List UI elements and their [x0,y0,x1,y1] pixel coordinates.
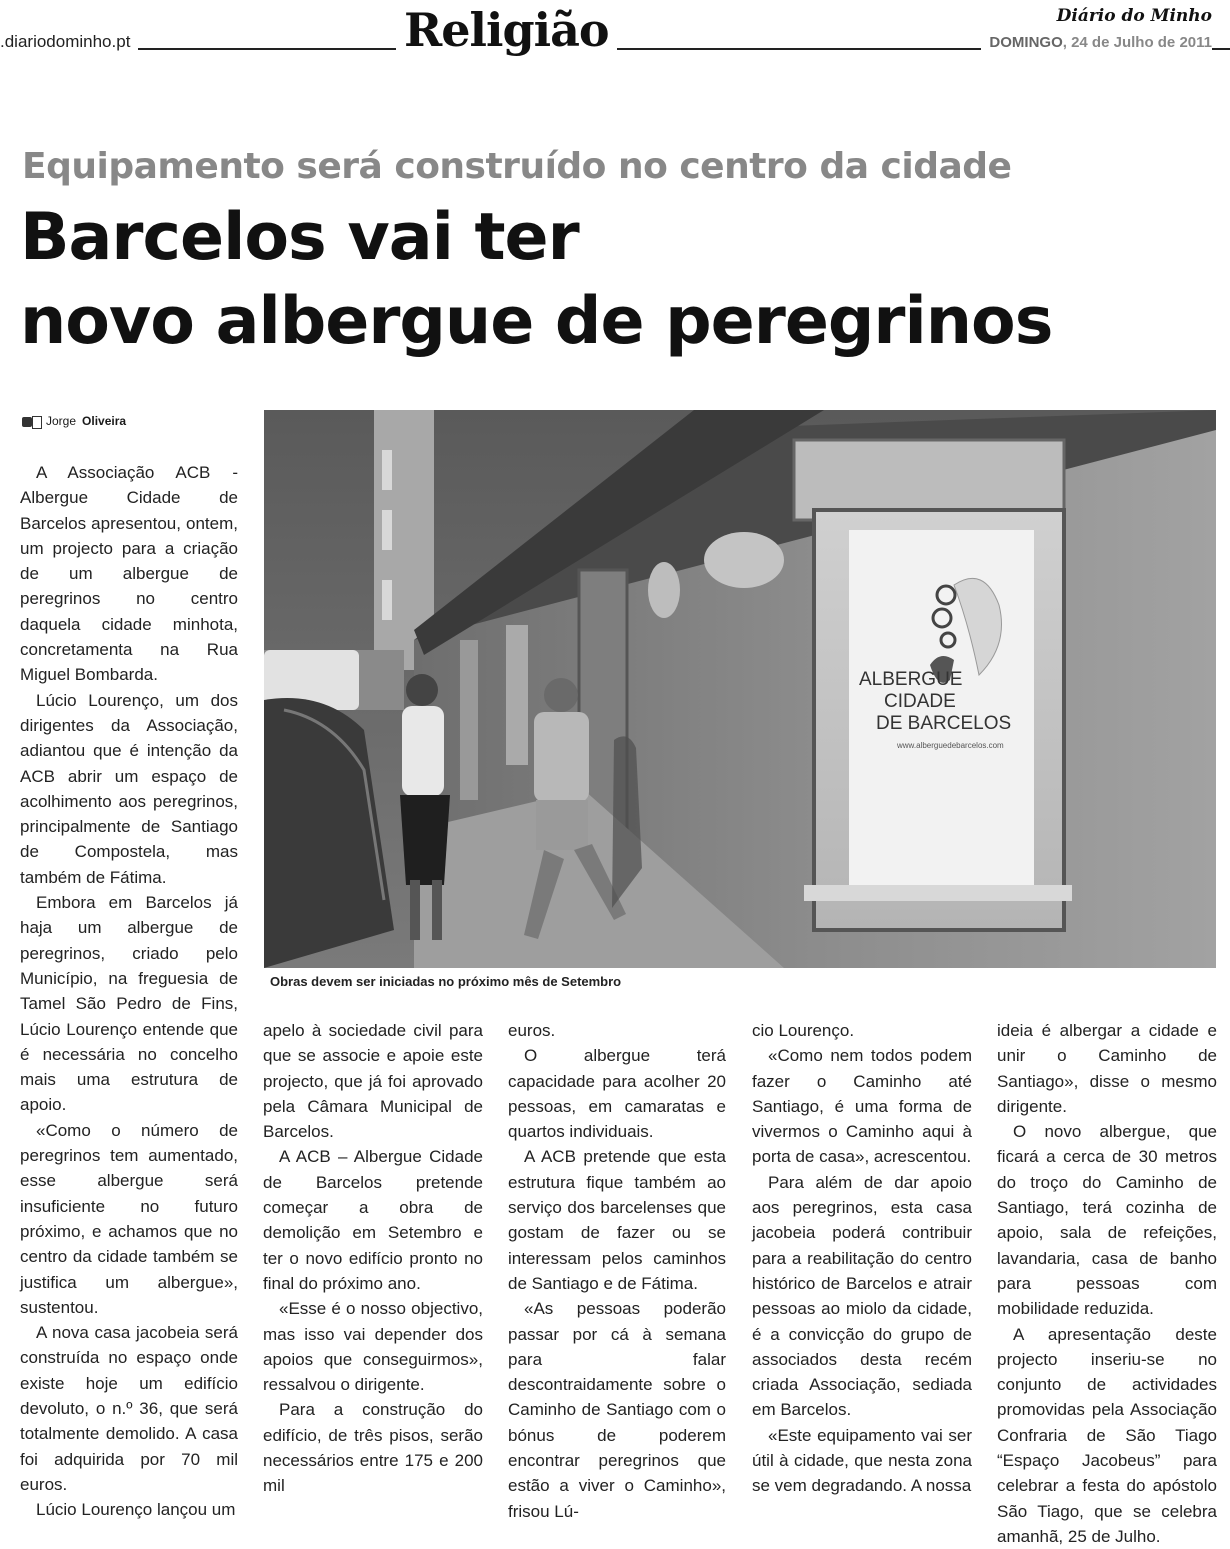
issue-date-text: , 24 de Julho de 2011 [1062,34,1212,51]
photo-illustration [264,410,1216,968]
newspaper-logo: Diário do Minho [1056,6,1212,26]
paragraph-continued: ideia é albergar a cidade e unir o Caminho de Santiago», disse o mesmo dirigente. [997,1021,1217,1116]
paragraph: «Este equipamento vai ser útil à cidade, que nesta zona se vem degradando. A nossa [752,1425,972,1496]
issue-date [981,34,1212,51]
paragraph: «Como o número de peregrinos tem aumentado, esse albergue será insuficiente no futuro próximo, e achamos que no centro da cidade também se justifica um albergue», sustentou. [20,1120,238,1317]
sign-line-3: DE BARCELOS [876,713,1012,734]
paragraph: Embora em Barcelos já haja um albergue de peregrinos, criado pelo Município, na freguesia de Tamel São Pedro de Fins, Lúcio Lourenço entende que é necessária no concelho mais uma estrutura de apoio. [20,893,238,1115]
headline-line-2: novo albergue de peregrinos [20,284,1053,359]
paragraph: A apresentação deste projecto inseriu-se no conjunto de actividades promovidas pela Associação Confraria de São Tiago “Espaço Jacobeus” para celebrar a festa do apóstolo São Tiago, que se celebra amanhã, 25 de Julho. [997,1324,1217,1546]
paragraph: Lúcio Lourenço lançou um [36,1500,236,1520]
sign-url: www.alberguedebarcelos.com [897,741,1004,750]
byline-last-name: Oliveira [82,414,127,428]
sign-line-1: ALBERGUE [859,669,963,690]
website-url[interactable]: .diariodominho.pt [0,32,138,52]
paragraph: A nova casa jacobeia será construída no espaço onde existe hoje um edifício devoluto, o n.º 36, que será totalmente demolido. A casa foi adquirida por 70 mil euros. [20,1323,238,1494]
photo-caption: Obras devem ser iniciadas no próximo mês de Setembro [270,974,622,989]
paragraph-continued: cio Lourenço. [752,1021,855,1040]
masthead [0,0,1230,70]
article-column-4 [752,1018,972,1499]
byline-first-name: Jorge [46,414,77,428]
paragraph-continued: apelo à sociedade civil para que se associe e apoie este projecto, que já foi aprovado pela Câmara Municipal de Barcelos. [263,1021,483,1142]
paragraph: A ACB – Albergue Cidade de Barcelos pretende começar a obra de demolição em Setembro e ter o novo edifício pronto no final do próximo ano. [263,1147,483,1293]
article-column-5 [997,1018,1217,1549]
headline-line-1: Barcelos vai ter [20,200,579,275]
paragraph: A ACB pretende que esta estrutura fique também ao serviço dos barcelenses que gostam de fazer ou se interessam pelos caminhos de Santiago e de Fátima. [508,1147,726,1293]
paragraph: «As pessoas poderão passar por cá à semana para falar descontraidamente sobre o Caminho de Santiago com o bónus de poderem encontrar peregrinos que estão a viver o Caminho», frisou Lú- [508,1299,726,1521]
paragraph: O novo albergue, que ficará a cerca de 30 metros do troço do Caminho de Santiago, terá cozinha de apoio, sala de refeições, lavandaria, casa de banho para pessoas com mobilidade reduzida. [997,1122,1217,1319]
article-photo [264,410,1216,968]
sign-line-2: CIDADE [884,691,956,712]
article-kicker: Equipamento será construído no centro da cidade [22,146,1012,187]
paragraph: O albergue terá capacidade para acolher 20 pessoas, em camaratas e quartos individuais. [508,1046,726,1142]
paragraph: Para a construção do edifício, de três pisos, serão necessários entre 175 e 200 mil [263,1400,483,1496]
camera-notepad-icon [22,415,40,428]
paragraph: Para além de dar apoio aos peregrinos, esta casa jacobeia poderá contribuir para a reabilitação do centro histórico de Barcelos e atrair pessoas ao miolo da cidade, é a convicção do grupo de associados desta recém criada Associação, sediada em Barcelos. [752,1172,972,1420]
byline [22,414,126,428]
section-title: Religião [396,0,617,60]
paragraph: Lúcio Lourenço, um dos dirigentes da Associação, adiantou que é intenção da ACB abrir um espaço de acolhimento aos peregrinos, principalmente de Santiago de Compostela, mas também de Fátima. [20,690,238,887]
paragraph: A Associação ACB - Albergue Cidade de Barcelos apresentou, ontem, um projecto para a criação de um albergue de peregrinos no centro daquela cidade minhota, concretamenta na Rua Miguel Bombarda. [20,463,238,685]
article-column-2 [263,1018,483,1499]
article-column-1 [20,460,238,1522]
article-column-3 [508,1018,726,1524]
issue-weekday: DOMINGO [989,34,1063,51]
paragraph-continued: euros. [508,1021,556,1040]
paragraph: «Esse é o nosso objectivo, mas isso vai depender dos apoios que conseguirmos», ressalvou o dirigente. [263,1299,483,1395]
paragraph: «Como nem todos podem fazer o Caminho até Santiago, é uma forma de vivermos o Caminho aqui à porta de casa», acrescentou. [752,1046,972,1167]
article-headline [20,196,1052,364]
